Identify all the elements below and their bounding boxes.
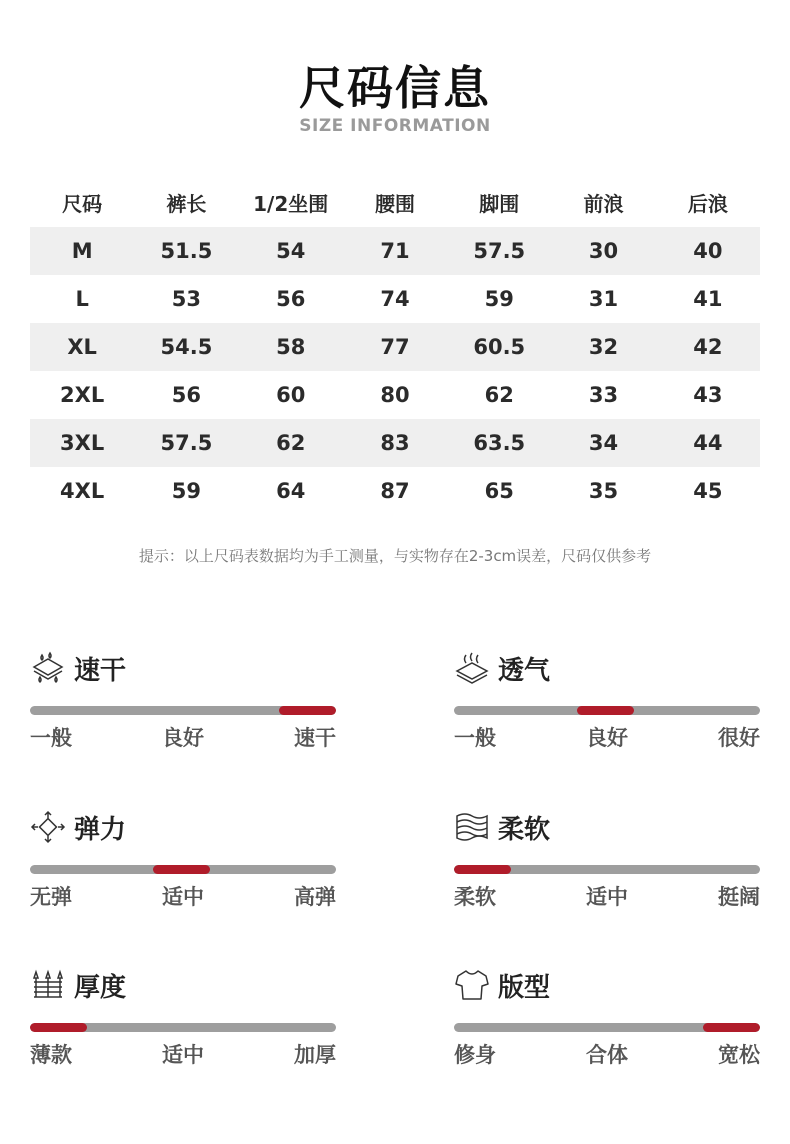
table-cell: 34 (551, 419, 655, 467)
rating-label: 很好 (718, 726, 760, 750)
attribute-header (30, 648, 126, 688)
table-cell: M (30, 227, 134, 275)
rating-track (30, 706, 336, 715)
table-row (30, 227, 760, 275)
rating-label: 薄款 (30, 1043, 72, 1067)
tshirt-icon (454, 968, 490, 1002)
rating-label: 一般 (454, 726, 496, 750)
table-cell: 41 (693, 287, 723, 311)
table-cell: 53 (171, 287, 202, 311)
stretch-arrows-icon (30, 810, 66, 844)
fabric-layers-icon (454, 810, 490, 844)
table-cell: 31 (588, 287, 619, 311)
table-cell: 4XL (60, 479, 105, 503)
rating-labels (454, 1039, 760, 1069)
rating-indicator (454, 865, 511, 874)
rating-labels (454, 722, 760, 752)
table-cell: 56 (171, 383, 202, 407)
table-cell: 45 (693, 479, 723, 503)
column-header: 尺码 (62, 191, 103, 216)
layers-thickness-icon (30, 968, 66, 1002)
column-header: 脚围 (479, 191, 520, 216)
table-cell: 87 (380, 479, 410, 503)
table-cell: 64 (276, 479, 306, 503)
page-title: 尺码信息 (299, 61, 491, 115)
attribute-header (454, 807, 550, 847)
table-cell: 2XL (60, 383, 105, 407)
rating-track (30, 865, 336, 874)
rating-labels (30, 881, 336, 911)
rating-indicator (30, 1023, 87, 1032)
table-cell: 80 (380, 383, 410, 407)
table-cell: 62 (484, 383, 514, 407)
rating-indicator (279, 706, 336, 715)
rating-label: 加厚 (294, 1043, 336, 1067)
size-table (30, 177, 760, 515)
rating-track (454, 865, 760, 874)
rating-label: 适中 (162, 885, 204, 909)
attribute-fit (454, 965, 760, 1105)
table-cell: 51.5 (134, 227, 238, 275)
table-cell: 58 (239, 323, 343, 371)
column-header: 前浪 (583, 191, 624, 216)
attribute-elasticity (30, 807, 336, 947)
table-cell: 71 (343, 227, 447, 275)
rating-label: 适中 (162, 1043, 204, 1067)
attribute-title: 速干 (74, 655, 127, 686)
column-header: 1/2坐围 (253, 191, 329, 216)
table-cell: 59 (171, 479, 202, 503)
rating-indicator (577, 706, 634, 715)
attribute-breathability (454, 648, 760, 788)
rating-track (454, 1023, 760, 1032)
table-cell: XL (30, 323, 134, 371)
table-cell: 3XL (30, 419, 134, 467)
attribute-title: 透气 (498, 655, 551, 686)
table-cell: 42 (656, 323, 760, 371)
page-subtitle: SIZE INFORMATION (299, 116, 491, 136)
table-cell: 54.5 (134, 323, 238, 371)
attribute-title: 版型 (498, 972, 551, 1003)
table-cell: 57.5 (447, 227, 551, 275)
table-row (30, 467, 760, 515)
rating-label: 速干 (294, 726, 336, 750)
table-cell: 56 (276, 287, 306, 311)
rating-label: 良好 (162, 726, 204, 750)
rating-indicator (703, 1023, 760, 1032)
table-cell: 65 (484, 479, 514, 503)
attribute-title: 弹力 (74, 814, 127, 845)
table-row (30, 419, 760, 467)
attribute-title: 厚度 (74, 972, 127, 1003)
water-drops-icon (30, 651, 66, 685)
table-cell: 57.5 (134, 419, 238, 467)
table-cell: 77 (343, 323, 447, 371)
column-header: 后浪 (687, 191, 728, 216)
rating-label: 宽松 (718, 1043, 760, 1067)
table-cell: 74 (380, 287, 410, 311)
attribute-softness (454, 807, 760, 947)
attribute-thickness (30, 965, 336, 1105)
rating-track (454, 706, 760, 715)
table-cell: 35 (588, 479, 619, 503)
rating-labels (30, 1039, 336, 1069)
table-cell: 30 (551, 227, 655, 275)
table-cell: 83 (343, 419, 447, 467)
table-cell: 40 (656, 227, 760, 275)
table-cell: 60 (276, 383, 306, 407)
attribute-header (454, 965, 550, 1005)
table-cell: 32 (551, 323, 655, 371)
size-note: 提示：以上尺码表数据均为手工测量，与实物存在2-3cm误差，尺码仅供参考 (138, 547, 652, 565)
attribute-header (30, 965, 126, 1005)
attribute-title: 柔软 (498, 814, 551, 845)
attribute-quick-dry (30, 648, 336, 788)
table-cell: 44 (656, 419, 760, 467)
rating-label: 一般 (30, 726, 72, 750)
table-cell: 59 (484, 287, 514, 311)
rating-label: 良好 (586, 726, 628, 750)
rating-indicator (153, 865, 210, 874)
rating-label: 修身 (454, 1043, 496, 1067)
table-cell: 54 (239, 227, 343, 275)
rating-track (30, 1023, 336, 1032)
attribute-header (454, 648, 550, 688)
table-header-row (30, 177, 760, 227)
table-row (30, 323, 760, 371)
rating-label: 无弹 (30, 885, 72, 909)
table-cell: 62 (239, 419, 343, 467)
table-row (30, 275, 760, 323)
attribute-header (30, 807, 126, 847)
rating-labels (454, 881, 760, 911)
table-cell: 60.5 (447, 323, 551, 371)
table-cell: 63.5 (447, 419, 551, 467)
rating-label: 挺阔 (718, 885, 760, 909)
rating-label: 高弹 (294, 885, 336, 909)
column-header: 腰围 (374, 191, 415, 216)
table-cell: 43 (693, 383, 723, 407)
table-cell: 33 (588, 383, 619, 407)
rating-label: 合体 (586, 1043, 628, 1067)
table-row (30, 371, 760, 419)
rating-label: 适中 (586, 885, 628, 909)
rating-labels (30, 722, 336, 752)
table-cell: L (75, 287, 89, 311)
column-header: 裤长 (166, 191, 207, 216)
rating-label: 柔软 (454, 885, 496, 909)
breathable-icon (454, 651, 490, 685)
